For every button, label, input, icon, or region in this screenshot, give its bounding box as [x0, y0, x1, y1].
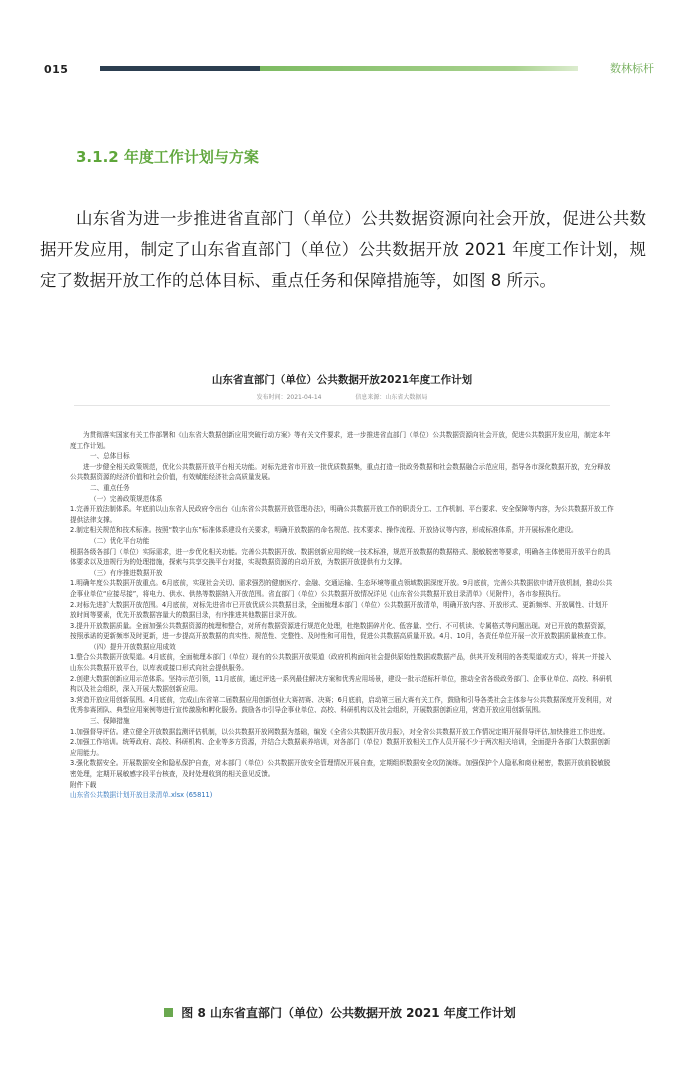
doc-title: 山东省直部门（单位）公共数据开放2021年度工作计划 [211, 374, 473, 386]
attachment-label: 附件下载 [70, 780, 97, 789]
doc-paragraph: 2.加强工作培训。统筹政府、高校、科研机构、企业等多方资源，并结合大数据素养培训，对各部门（单位）数据开放相关工作人员开展不少于两次相关培训，全面提升各部门大数据创新应用能力。 [70, 738, 611, 757]
doc-info-source: 信息来源：山东省大数据局 [355, 394, 428, 401]
doc-divider [74, 405, 610, 406]
doc-paragraph: 二、重点任务 [90, 483, 130, 492]
figure-caption [0, 1004, 680, 1021]
attachment-link[interactable]: 山东省公共数据计划开放目录清单.xlsx (65811) [70, 791, 213, 800]
page-number: 015 [44, 63, 69, 76]
section-title: 3.1.2 年度工作计划与方案 [76, 148, 259, 166]
intro-paragraph: 山东省为进一步推进省直部门（单位）公共数据资源向社会开放，促进公共数据开发应用，制定了山东省直部门（单位）公共数据开放 2021 年度工作计划，规定了数据开放工作的总体目标、重点任务和保障措施等，如图 8 所示。 [40, 209, 646, 290]
doc-publish-date: 发布时间：2021-04-14 [256, 394, 322, 401]
doc-paragraph: 2.创建大数据创新应用示范体系。坚持示范引领，11月底前，通过评选一系列最佳解决方案和优秀应用场景，建设一批示范标杆单位，推动全省各级政务部门、企事业单位、高校、科研机构以及社会组织，深入开展大数据创新应用。 [70, 674, 613, 694]
doc-paragraph: 1.加强督导评估。建立健全开放数据监测评估机制，以公共数据开放网数据为基础，编发《全省公共数据开放月报》，对全省公共数据开放工作情况定期开展督导评估,加快推进工作进度。 [70, 727, 610, 736]
figure-document-screenshot [64, 352, 620, 992]
doc-body [70, 430, 614, 801]
doc-paragraph: 3.强化数据安全。开展数据安全和隐私保护自查，对本部门（单位）公共数据开放安全管理情况开展自查，定期组织数据安全攻防演练。加强保护个人隐私和商业秘密，数据开放前脱敏脱密处理，定期开展敏感字段平台核查，及时处理收到的相关意见反馈。 [70, 759, 611, 778]
doc-paragraph: 3.提升开放数据质量。全面加强公共数据资源的梳理和整合，对所有数据资源进行规范化处理，杜绝数据碎片化、低容量、空行、不可机读、专属格式等问题出现。对已开放的数据资源，按照承诺的更新频率及时更新，进一步提高开放数据的真实性、规范性、完整性、及时性和可用性，促进公共数据高质量开放。4月、10月，各责任单位开展一次开放数据质量核查工作。 [70, 621, 611, 641]
doc-paragraph: 三、保障措施 [90, 717, 130, 726]
doc-paragraph: （二）优化平台功能 [90, 536, 150, 545]
doc-paragraph: （三）有序推进数据开放 [90, 568, 163, 577]
doc-paragraph: 2.对标先进扩大数据开放范围。4月底前，对标先进省市已开放优质公共数据目录，全面梳理本部门（单位）公共数据开放清单，明确开放内容、开放形式、更新频率、开放属性、计划开放时间等要素，优先开放数据容量大的数据目录，有序推进其他数据目录开放。 [70, 600, 608, 620]
header-rule-dark [100, 66, 260, 71]
doc-paragraph: 根据各级各部门（单位）实际需求，进一步优化相关功能。完善公共数据开放、数据创新应用的统一技术标准，规范开放数据的数据格式、脱敏脱密等要求，明确各主体使用开放平台的具体要求以及违规行为的处理措施，探索与共享交换平台对接，实现数据资源的自动开放，为数据开放提供有力支撑。 [70, 547, 611, 567]
doc-paragraph: 1.完善开放法制体系。年底前以山东省人民政府令出台《山东省公共数据开放管理办法》，明确公共数据开放工作的职责分工、工作机制、平台要求、安全保障等内容，为公共数据开放工作提供法律支撑。 [70, 505, 614, 524]
doc-paragraph: 为贯彻落实国家有关工作部署和《山东省大数据创新应用突破行动方案》等有关文件要求，进一步推进省直部门（单位）公共数据资源向社会开放，促进公共数据开发应用，制定本年度工作计划。 [70, 431, 611, 450]
caption-text: 图 8 山东省直部门（单位）公共数据开放 2021 年度工作计划 [181, 1006, 516, 1020]
doc-paragraph: 进一步健全相关政策规范，优化公共数据开放平台相关功能。对标先进省市开放一批优质数据集，重点打造一批政务数据和社会数据融合示范应用，指导各市深化数据开放，充分释放公共数据资源的经济价值和社会价值，有效赋能经济社会高质量发展。 [70, 462, 611, 482]
brand-label: 数林标杆 [610, 62, 654, 75]
header-rule-green [260, 66, 578, 71]
doc-paragraph: （四）提升开放数据应用成效 [90, 642, 176, 651]
caption-square-icon [164, 1008, 173, 1017]
doc-paragraph: 1.明确年度公共数据开放重点。6月底前，实现社会关切、需求强烈的健康医疗、金融、交通运输、生态环境等重点领域数据深度开放。9月底前，完善公共数据依申请开放机制，推动公共企事业单位“应接尽接”，将电力、供水、供热等数据纳入开放范围。省直部门（单位）公共数据开放情况详见《山东省公共数据开放目录清单》（见附件），各市参照执行。 [70, 579, 613, 598]
doc-paragraph: 3.营造开放应用创新氛围。4月底前，完成山东省第二届数据应用创新创业大赛初赛、决赛；6月底前，启动第三届大赛有关工作，鼓励和引导各类社会主体参与公共数据深度开发利用，对优秀参赛团队、典型应用案例等进行宣传激励和孵化服务。鼓励各市引导企事业单位、高校、科研机构以及社会组织，开展数据创新应用，营造开放应用创新氛围。 [70, 695, 613, 715]
doc-paragraph: （一）完善政策规范体系 [90, 494, 163, 503]
doc-paragraph: 2.制定相关规范和技术标准。按照“数字山东”标准体系建设有关要求，明确开放数据的命名规范、技术要求、操作流程、开放协议等内容，形成标准体系，并开展标准化建设。 [70, 526, 578, 535]
doc-paragraph: 1.整合公共数据开放渠道。4月底前，全面梳理本部门（单位）现有的公共数据开放渠道（政府机构面向社会提供原始性数据或数据产品，供其开发利用的各类渠道或方式），将其一并接入山东公共数据开放平台，以库表或接口形式向社会提供服务。 [70, 653, 612, 673]
doc-paragraph: 一、总体目标 [90, 452, 130, 461]
doc-meta [64, 392, 620, 401]
